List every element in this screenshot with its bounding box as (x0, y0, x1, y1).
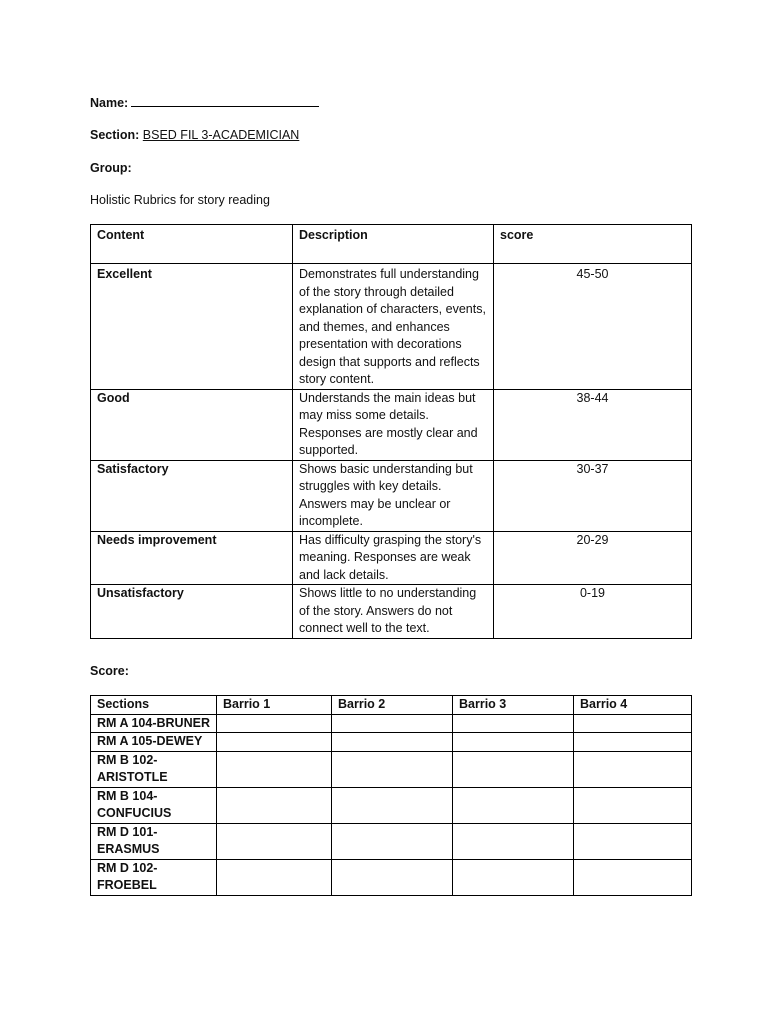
score-cell[interactable] (332, 733, 453, 752)
score-cell[interactable] (453, 787, 574, 823)
score-header-barrio-2: Barrio 2 (332, 696, 453, 715)
score-cell[interactable] (574, 714, 692, 733)
name-blank-line[interactable] (131, 94, 319, 107)
score-row (91, 733, 692, 752)
score-row (91, 714, 692, 733)
score-row (91, 859, 692, 895)
rubric-description: Understands the main ideas but may miss some details. Responses are mostly clear and supported. (293, 389, 494, 460)
rubric-header-row (91, 225, 692, 264)
score-header-row (91, 696, 692, 715)
score-row (91, 787, 692, 823)
group-label: Group: (90, 161, 132, 175)
rubric-score: 30-37 (494, 460, 692, 531)
score-cell[interactable] (453, 859, 574, 895)
rubric-title: Holistic Rubrics for story reading (90, 193, 270, 207)
rubric-row (91, 264, 692, 390)
score-cell[interactable] (574, 859, 692, 895)
rubric-content: Satisfactory (91, 460, 293, 531)
score-cell[interactable] (217, 714, 332, 733)
score-cell[interactable] (574, 823, 692, 859)
score-row-section: RM B 104-CONFUCIUS (91, 787, 217, 823)
rubric-content: Unsatisfactory (91, 585, 293, 639)
rubric-row (91, 585, 692, 639)
score-header-barrio-1: Barrio 1 (217, 696, 332, 715)
score-cell[interactable] (574, 751, 692, 787)
score-header-barrio-3: Barrio 3 (453, 696, 574, 715)
section-label: Section: (90, 128, 140, 142)
score-cell[interactable] (332, 823, 453, 859)
section-field (90, 127, 299, 143)
rubric-score: 0-19 (494, 585, 692, 639)
rubric-description: Shows little to no understanding of the story. Answers do not connect well to the text. (293, 585, 494, 639)
score-cell[interactable] (217, 751, 332, 787)
rubric-content: Excellent (91, 264, 293, 390)
score-cell[interactable] (453, 823, 574, 859)
score-row (91, 823, 692, 859)
score-row-section: RM D 101-ERASMUS (91, 823, 217, 859)
rubric-content: Needs improvement (91, 531, 293, 585)
score-cell[interactable] (332, 859, 453, 895)
name-field (90, 94, 319, 111)
score-cell[interactable] (217, 787, 332, 823)
score-cell[interactable] (332, 751, 453, 787)
rubric-content: Good (91, 389, 293, 460)
score-cell[interactable] (332, 714, 453, 733)
score-cell[interactable] (332, 787, 453, 823)
rubric-description: Demonstrates full understanding of the story through detailed explanation of characters, events, and themes, and enhances presentation with decorations design that supports and reflects story content. (293, 264, 494, 390)
rubric-score: 45-50 (494, 264, 692, 390)
score-row-section: RM A 105-DEWEY (91, 733, 217, 752)
rubric-table (90, 224, 692, 639)
score-cell[interactable] (217, 733, 332, 752)
rubric-description: Has difficulty grasping the story's meaning. Responses are weak and lack details. (293, 531, 494, 585)
rubric-row (91, 389, 692, 460)
score-cell[interactable] (574, 787, 692, 823)
score-row (91, 751, 692, 787)
score-cell[interactable] (453, 714, 574, 733)
section-value: BSED FIL 3-ACADEMICIAN (142, 128, 300, 142)
rubric-description: Shows basic understanding but struggles with key details. Answers may be unclear or incomplete. (293, 460, 494, 531)
rubric-row (91, 531, 692, 585)
rubric-score: 38-44 (494, 389, 692, 460)
rubric-header-score: score (494, 225, 692, 264)
score-header-barrio-4: Barrio 4 (574, 696, 692, 715)
score-row-section: RM A 104-BRUNER (91, 714, 217, 733)
score-header-sections: Sections (91, 696, 217, 715)
score-row-section: RM D 102-FROEBEL (91, 859, 217, 895)
score-cell[interactable] (574, 733, 692, 752)
rubric-row (91, 460, 692, 531)
score-cell[interactable] (453, 751, 574, 787)
rubric-score: 20-29 (494, 531, 692, 585)
score-cell[interactable] (453, 733, 574, 752)
score-table (90, 695, 692, 896)
score-label: Score: (90, 664, 129, 678)
score-cell[interactable] (217, 823, 332, 859)
score-cell[interactable] (217, 859, 332, 895)
name-label: Name: (90, 96, 129, 110)
score-row-section: RM B 102-ARISTOTLE (91, 751, 217, 787)
rubric-header-description: Description (293, 225, 494, 264)
rubric-header-content: Content (91, 225, 293, 264)
